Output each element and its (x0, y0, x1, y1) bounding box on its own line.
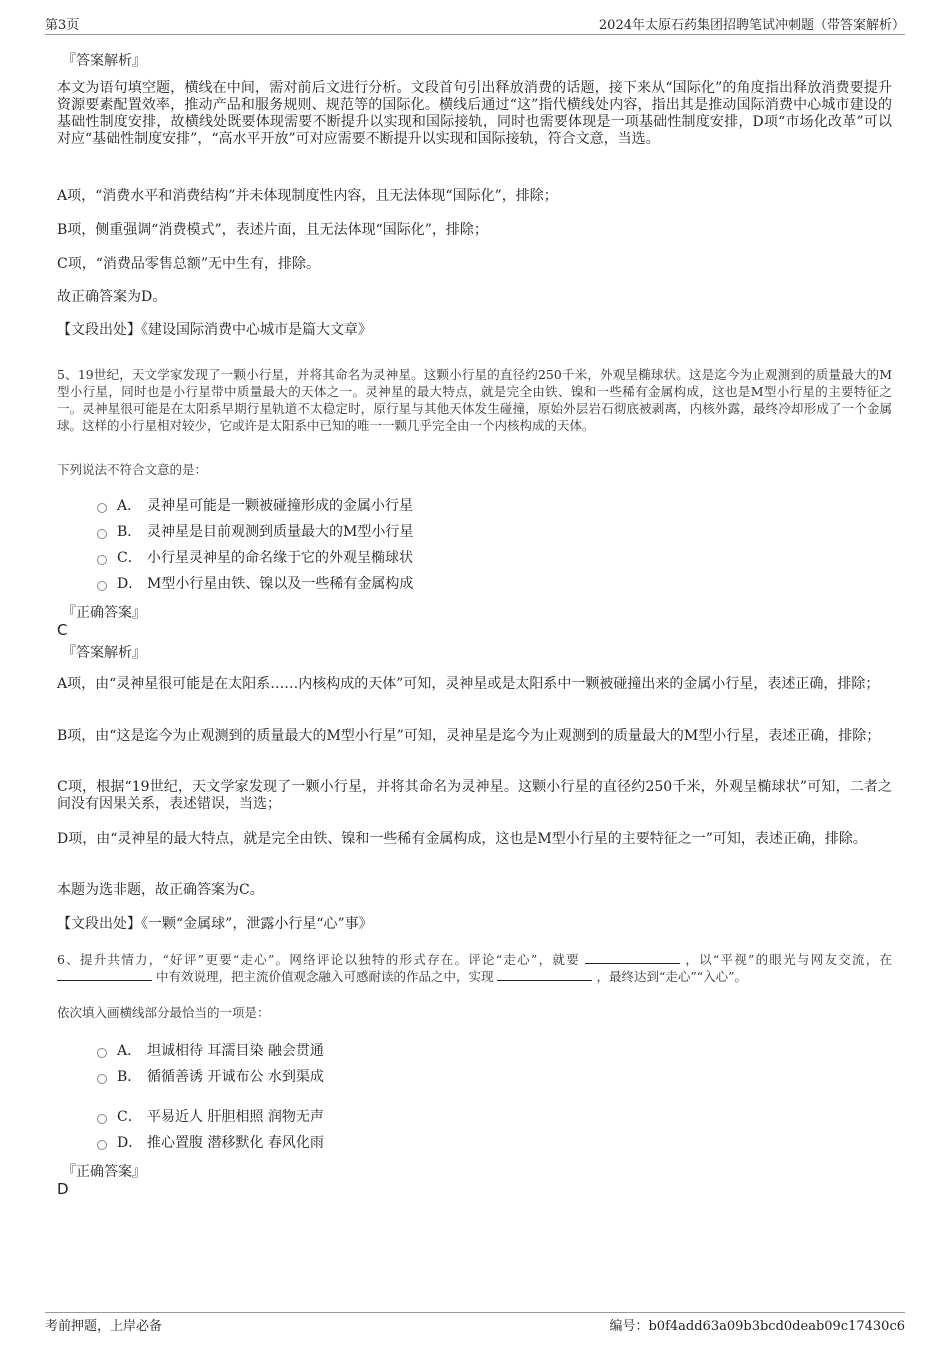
q6-question: 依次填入画横线部分最恰当的一项是： (57, 1005, 270, 1020)
q6-option-a[interactable]: A． 坦诚相待 耳濡目染 融会贯通 (97, 1039, 324, 1061)
radio-icon[interactable] (97, 529, 107, 539)
q4-conclusion: 故正确答案为D。 (57, 289, 167, 305)
q4-option-c-analysis: C项，“消费品零售总额”无中生有，排除。 (57, 256, 321, 272)
answer-label: 『正确答案』 (62, 1164, 146, 1180)
footer-slogan: 考前押题，上岸必备 (45, 1319, 163, 1334)
answer-label: 『正确答案』 (62, 605, 146, 621)
page-header (45, 12, 905, 35)
q5-option-c-analysis: C项，根据“19世纪，天文学家发现了一颗小行星，并将其命名为灵神星。这颗小行星的直径约250千米，外观呈椭球状”可知，二者之间没有因果关系，表述错误，当选； (57, 779, 892, 812)
radio-icon[interactable] (97, 503, 107, 513)
q5-option-c[interactable]: C． 小行星灵神星的命名缘于它的外观呈椭球状 (97, 546, 413, 568)
q5-question: 下列说法不符合文意的是： (57, 462, 208, 477)
q6-passage: 6、提升共情力，“好评”更要“走心”。网络评论以独特的形式存在。评论“走心”，就要 ，以“平视”的眼光与网友交流，在 中有效说理，把主流价值观念融入可感耐读的作品之中，实现 ，最终达到“走心”“入心”。 (57, 952, 892, 984)
q6-option-c[interactable]: C． 平易近人 肝胆相照 润物无声 (97, 1105, 324, 1127)
fill-blank (497, 968, 592, 981)
q6-answer: D (57, 1180, 69, 1198)
q5-source: 【文段出处】《一颗“金属球”，泄露小行星“心”事》 (57, 916, 373, 932)
fill-blank (585, 951, 680, 964)
q5-option-a[interactable]: A． 灵神星可能是一颗被碰撞形成的金属小行星 (97, 494, 413, 516)
q5-conclusion: 本题为选非题，故正确答案为C。 (57, 882, 264, 898)
q5-option-d-analysis: D项，由“灵神星的最大特点，就是完全由铁、镍和一些稀有金属构成，这也是M型小行星的主要特征之一”可知，表述正确，排除。 (57, 831, 867, 847)
q5-option-a-analysis: A项，由“灵神星很可能是在太阳系……内核构成的天体”可知，灵神星或是太阳系中一颗被碰撞出来的金属小行星，表述正确，排除； (57, 676, 880, 692)
page-number: 第3页 (45, 18, 80, 33)
q6-option-b[interactable]: B． 循循善诱 开诚布公 水到渠成 (97, 1065, 324, 1087)
radio-icon[interactable] (97, 1048, 107, 1058)
document-title: 2024年太原石药集团招聘笔试冲刺题（带答案解析） (598, 18, 905, 33)
radio-icon[interactable] (97, 1140, 107, 1150)
q5-option-b-analysis: B项，由“这是迄今为止观测到的质量最大的M型小行星”可知，灵神星是迄今为止观测到的质量最大的M型小行星，表述正确，排除； (57, 728, 881, 744)
q4-analysis: 本文为语句填空题，横线在中间，需对前后文进行分析。文段首句引出释放消费的话题，接下来从“国际化”的角度指出释放消费要提升资源要素配置效率，推动产品和服务规则、规范等的国际化。横线后通过“这”指代横线处内容，指出其是推动国际消费中心城市建设的基础性制度安排，故横线处既要体现需要不断提升以实现和国际接轨，同时也需要体现是一项基础性制度安排，D项“市场化改革”可以对应“基础性制度安排”，“高水平开放”可对应需要不断提升以实现和国际接轨，符合文意，当选。 (57, 80, 892, 147)
q6-option-d[interactable]: D． 推心置腹 潜移默化 春风化雨 (97, 1131, 324, 1153)
radio-icon[interactable] (97, 1074, 107, 1084)
analysis-label: 『答案解析』 (62, 645, 146, 661)
fill-blank (57, 968, 152, 981)
radio-icon[interactable] (97, 581, 107, 591)
q4-source: 【文段出处】《建设国际消费中心城市是篇大文章》 (57, 322, 372, 338)
q5-answer: C (57, 621, 68, 639)
q4-option-a-analysis: A项，“消费水平和消费结构”并未体现制度性内容，且无法体现“国际化”，排除； (57, 188, 558, 204)
q5-option-d[interactable]: D． M型小行星由铁、镍以及一些稀有金属构成 (97, 572, 413, 594)
q5-option-b[interactable]: B． 灵神星是目前观测到质量最大的M型小行星 (97, 520, 413, 542)
q5-passage: 5、19世纪，天文学家发现了一颗小行星，并将其命名为灵神星。这颗小行星的直径约250千米，外观呈椭球状。这是迄今为止观测到的质量最大的M型小行星，同时也是小行星带中质量最大的天体之一。灵神星的最大特点，就是完全由铁、镍和一些稀有金属构成，这也是M型小行星的主要特征之一。灵神星很可能是在太阳系早期行星轨道不太稳定时，原行星与其他天体发生碰撞，原始外层岩石彻底被剥离，内核外露，最终冷却形成了一个金属球。这样的小行星相对较少，它或许是太阳系中已知的唯一一颗几乎完全由一个内核构成的天体。 (57, 367, 892, 433)
radio-icon[interactable] (97, 1114, 107, 1124)
q4-option-b-analysis: B项，侧重强调“消费模式”，表述片面，且无法体现“国际化”，排除； (57, 222, 488, 238)
page-footer (45, 1312, 905, 1337)
analysis-label: 『答案解析』 (62, 53, 146, 69)
document-id: 编号：b0f4add63a09b3bcd0deab09c17430c6 (609, 1319, 905, 1334)
radio-icon[interactable] (97, 555, 107, 565)
